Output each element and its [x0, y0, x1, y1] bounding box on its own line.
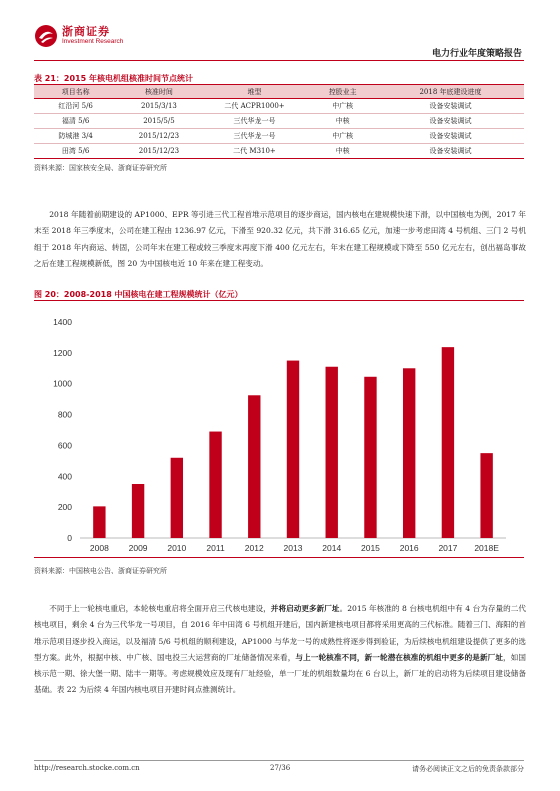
x-tick-label: 2011 [206, 543, 225, 553]
table-cell: 三代华龙一号 [201, 114, 309, 129]
y-tick-label: 600 [57, 440, 72, 451]
bar-2012 [248, 395, 260, 538]
table-cell: 设备安装调试 [377, 114, 524, 129]
chart-source-note: 资料来源：中国核电公告、浙商证券研究所 [34, 567, 167, 575]
table-source-note: 资料来源：国家核安全局、浙商证券研究所 [34, 164, 167, 172]
x-tick-label: 2015 [360, 543, 380, 553]
bar-2011 [209, 432, 221, 538]
table-cell: 中核 [308, 114, 377, 129]
table-cell: 设备安装调试 [377, 144, 524, 159]
paragraph-emphasis: 并将启动更多新厂址 [270, 604, 340, 613]
table-cell: 2015/12/23 [117, 144, 200, 159]
bar-2009 [132, 484, 144, 538]
footer-url: http://research.stocke.com.cn [34, 764, 140, 772]
page-number: 27/36 [270, 764, 291, 772]
bar-2013 [287, 361, 299, 538]
construction-scale-bar-chart [34, 302, 524, 556]
column-header: 控股业主 [308, 85, 377, 99]
header-divider [34, 60, 524, 61]
table-row [34, 129, 524, 144]
table-row [34, 144, 524, 159]
paragraph-text: 。2015 年核准的 8 台核电机组中有 4 台为存量的二代核电项目，剩余 4 台为三代华龙一号项目，自 2016 年中田湾 6 号机组开建后，国内新建核电项目都将采用更高的三代标准。随着三门、海阳的首堆示范项目逐步投入商运，以及福清 5/6 号机组的顺利建设，AP1000 与华龙一号的成熟性将逐步得到验证，为后续核电机组建设提供了更多的选型方案。此外，根据中核、中广核、国电投三大运营商的厂址储备情况来看， [34, 604, 527, 662]
y-tick-label: 400 [57, 471, 72, 482]
bar-2015 [364, 377, 376, 538]
column-header: 2018 年底建设进度 [377, 85, 524, 99]
y-tick-label: 1200 [53, 347, 72, 358]
y-tick-label: 0 [67, 533, 72, 543]
paragraph-text: ，如国核示范一期、徐大堡一期、陆丰一期等。考虑规模效应及现有厂址经验，单一厂址的机组数量均在 6 台以上，新厂址的启动将为后续项目建设储备基础。表 22 为后续 4 年国内核电项目开建时间点推测统计。 [34, 652, 527, 695]
table-cell: 中广核 [308, 129, 377, 144]
y-tick-label: 800 [57, 409, 72, 420]
bar-2008 [93, 506, 105, 538]
table-cell: 红沿河 5/6 [34, 99, 117, 114]
table-cell: 2015/5/5 [117, 114, 200, 129]
paragraph-emphasis: 与上一轮核准不同，新一轮潜在核准的机组中更多的是新厂址 [295, 652, 504, 662]
footer-divider [34, 760, 524, 761]
table-cell: 三代华龙一号 [201, 129, 309, 144]
logo-mark-icon [34, 24, 58, 48]
bar-2016 [403, 368, 415, 538]
body-paragraph: 2018 年随着前期建设的 AP1000、EPR 等引进三代工程首堆示范项目的逐步商运，国内核电在建规模快速下滑，以中国核电为例，2017 年末至 2018 年三季度末，公司在建工程由 1236.97 亿元，下滑至 920.32 亿元，共下滑 316.65 亿元，加速一步考虑田湾 4 号机组、三门 2 号机组于 2018 年内商运、转固，公司年末在建工程或较三季度末再度下滑 400 亿元左右，年末在建工程规模或下降至 550 亿元左右，创出福岛事故之后在建工程规模新低，图 20 为中国核电近 10 年来在建工程变动。 [34, 210, 526, 268]
x-tick-label: 2018E [474, 543, 499, 553]
report-title: 电力行业年度策略报告 [431, 49, 522, 59]
bar-2017 [442, 347, 454, 538]
paragraph-text: 不同于上一轮核电重启，本轮核电重启将全面开启三代核电建设， [49, 604, 271, 613]
company-logo [34, 22, 124, 52]
body-paragraph [34, 601, 526, 699]
x-tick-label: 2012 [244, 543, 264, 553]
footer-disclaimer: 请务必阅读正文之后的免责条款部分 [412, 765, 524, 773]
x-tick-label: 2014 [322, 543, 342, 553]
chart-top-divider [34, 300, 524, 301]
table-cell: 2015/3/13 [117, 99, 200, 114]
table-cell: 设备安装调试 [377, 99, 524, 114]
bar-2010 [171, 458, 183, 538]
table-cell: 田湾 5/6 [34, 144, 117, 159]
x-tick-label: 2010 [167, 543, 187, 553]
table-row [34, 99, 524, 114]
table-cell: 防城港 3/4 [34, 129, 117, 144]
table-row [34, 114, 524, 129]
approval-timeline-table [34, 84, 524, 159]
table-cell: 中核 [308, 144, 377, 159]
x-tick-label: 2013 [283, 543, 303, 553]
column-header: 项目名称 [34, 85, 117, 99]
column-header: 堆型 [201, 85, 309, 99]
table-cell: 设备安装调试 [377, 129, 524, 144]
table-caption: 表 21：2015 年核电机组核准时间节点统计 [34, 74, 193, 83]
table-cell: 二代 M310+ [201, 144, 309, 159]
chart-caption: 图 20：2008-2018 中国核电在建工程规模统计（亿元） [34, 290, 243, 299]
y-tick-label: 1000 [53, 378, 72, 389]
column-header: 核准时间 [117, 85, 200, 99]
x-tick-label: 2017 [438, 543, 458, 553]
table-cell: 二代 ACPR1000+ [201, 99, 309, 114]
table-header-row [34, 85, 524, 99]
logo-chinese-name: 浙商证券 [62, 25, 110, 38]
y-tick-label: 1400 [53, 317, 72, 327]
y-tick-label: 200 [57, 502, 72, 513]
table-cell: 2015/12/23 [117, 129, 200, 144]
bar-2014 [326, 367, 338, 538]
chart-bottom-divider [34, 557, 524, 558]
x-tick-label: 2008 [89, 543, 109, 553]
table-cell: 中广核 [308, 99, 377, 114]
table-cell: 福清 5/6 [34, 114, 117, 129]
logo-english-name: Investment Research [62, 38, 124, 45]
x-tick-label: 2009 [128, 543, 148, 553]
bar-2018E [480, 453, 492, 538]
x-tick-label: 2016 [399, 543, 419, 553]
